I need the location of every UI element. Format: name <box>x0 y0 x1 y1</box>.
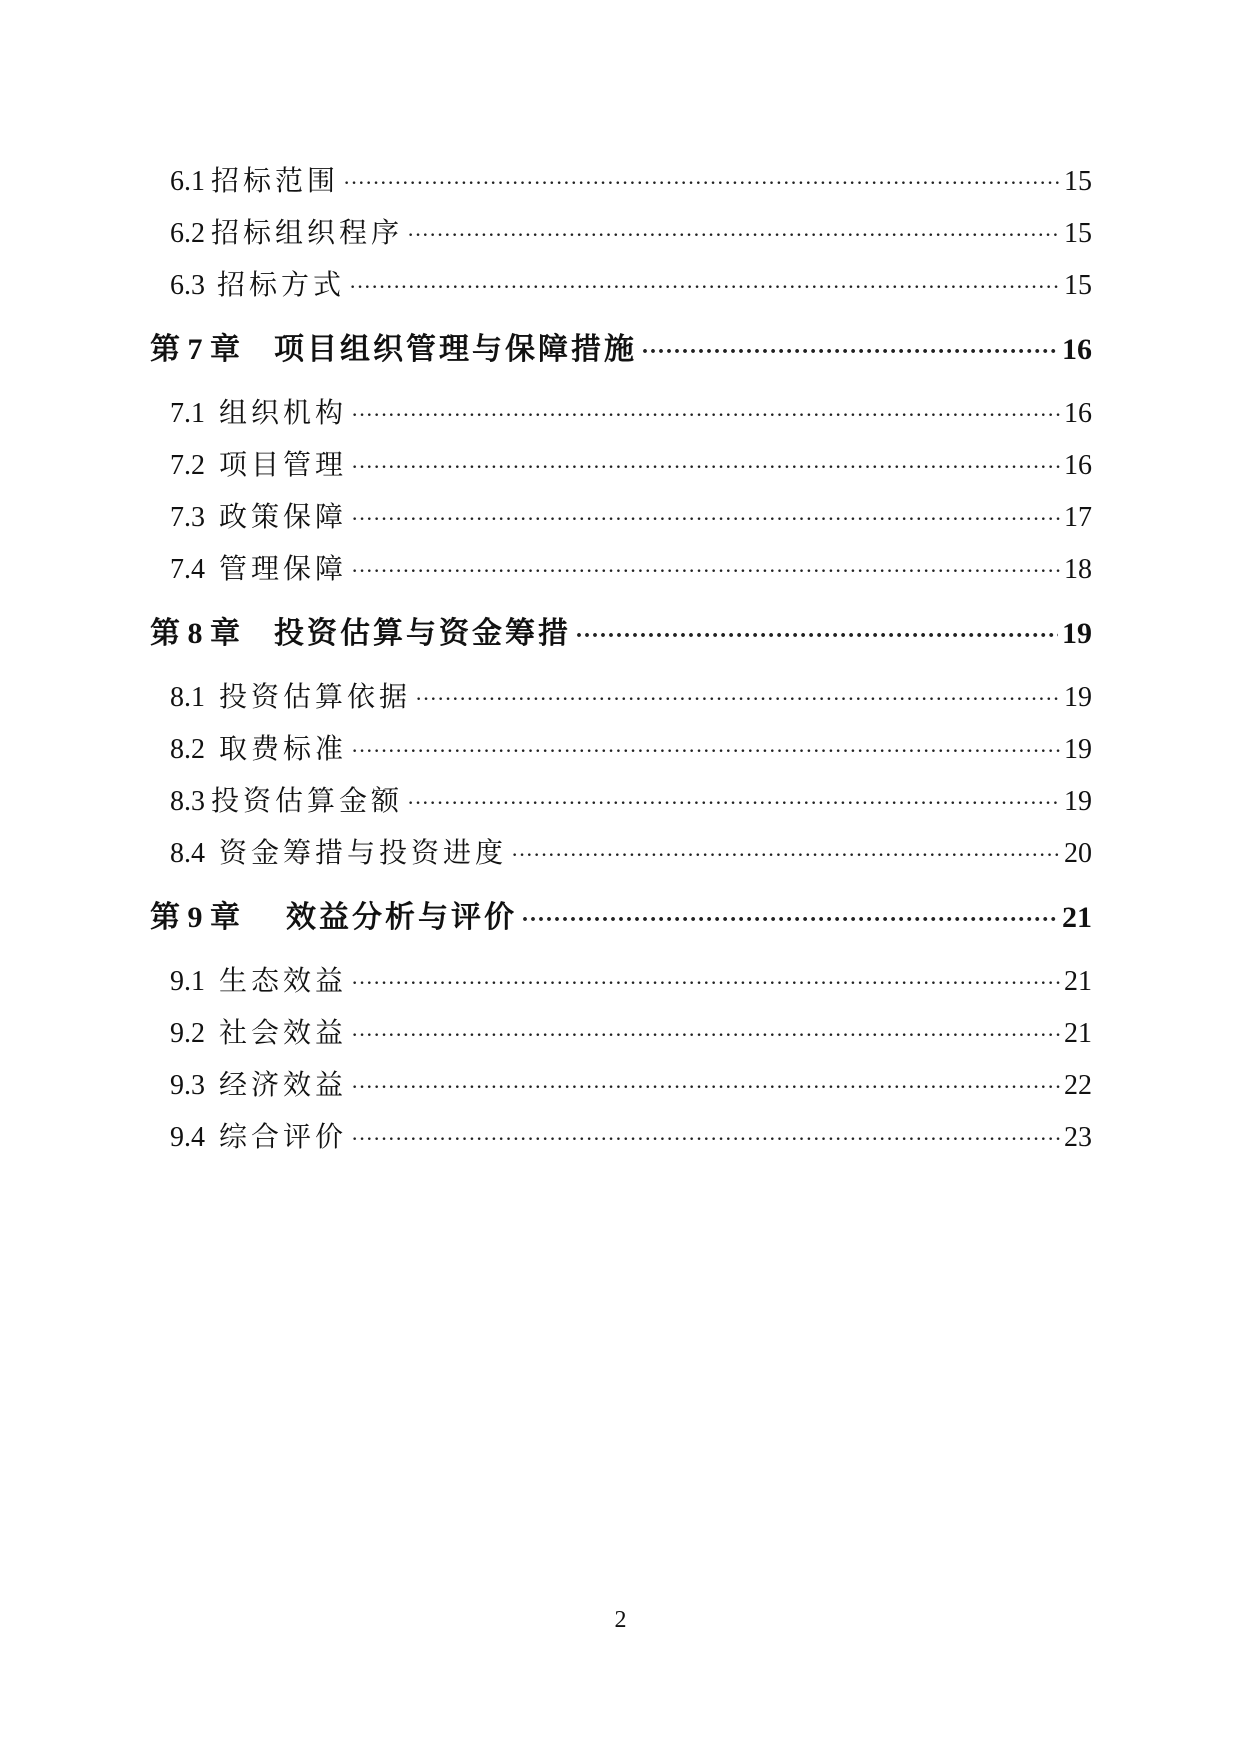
toc-entry-7-2[interactable] <box>170 446 1092 486</box>
toc-number: 8.2 <box>170 734 205 765</box>
toc-title: 招标范围 <box>211 166 340 197</box>
toc-page: 21 <box>1062 901 1092 934</box>
toc-number: 8.4 <box>170 838 205 869</box>
chapter-title: 效益分析与评价 <box>286 901 517 934</box>
toc-page: 17 <box>1064 502 1092 533</box>
toc-entry-6-1[interactable] <box>170 162 1092 202</box>
toc-leader <box>351 730 1060 771</box>
toc-leader <box>343 162 1060 203</box>
chapter-number: 第 9 章 <box>150 901 240 934</box>
toc-page: 21 <box>1064 1018 1092 1049</box>
toc-number: 8.1 <box>170 682 205 713</box>
toc-entry-7-3[interactable] <box>170 498 1092 538</box>
toc-title: 招标组织程序 <box>211 218 404 249</box>
toc-leader <box>351 394 1060 435</box>
toc-title: 生态效益 <box>219 966 348 997</box>
toc-chapter-7[interactable] <box>150 330 1092 370</box>
toc-entry-8-1[interactable] <box>170 678 1092 718</box>
toc-page: 16 <box>1062 333 1092 366</box>
toc-entry-9-4[interactable] <box>170 1118 1092 1158</box>
toc-leader <box>351 1066 1060 1107</box>
toc-title: 组织机构 <box>219 398 348 429</box>
toc-leader <box>351 498 1060 539</box>
toc-page: 19 <box>1064 734 1092 765</box>
toc-title: 综合评价 <box>219 1122 348 1153</box>
toc-number: 6.3 <box>170 270 205 301</box>
toc-entry-8-4[interactable] <box>170 834 1092 874</box>
toc-leader <box>349 266 1060 307</box>
toc-page: 15 <box>1064 270 1092 301</box>
toc-number: 9.1 <box>170 966 205 997</box>
chapter-number: 第 8 章 <box>150 617 240 650</box>
chapter-number: 第 7 章 <box>150 333 240 366</box>
toc-entry-6-3[interactable] <box>170 266 1092 306</box>
toc-entry-8-3[interactable] <box>170 782 1092 822</box>
toc-number: 8.3 <box>170 786 205 817</box>
toc-page: 16 <box>1064 450 1092 481</box>
toc-page: 18 <box>1064 554 1092 585</box>
toc-number: 9.4 <box>170 1122 205 1153</box>
toc-title: 投资估算金额 <box>211 786 404 817</box>
toc-page: 22 <box>1064 1070 1092 1101</box>
toc-leader <box>351 1014 1060 1055</box>
toc-chapter-9[interactable] <box>150 898 1092 938</box>
toc-title: 管理保障 <box>219 554 348 585</box>
toc-chapter-8[interactable] <box>150 614 1092 654</box>
toc-title: 政策保障 <box>219 502 348 533</box>
toc-title: 取费标准 <box>219 734 348 765</box>
toc-number: 6.2 <box>170 218 205 249</box>
toc-number: 7.3 <box>170 502 205 533</box>
toc-leader <box>351 1118 1060 1159</box>
toc-entry-9-1[interactable] <box>170 962 1092 1002</box>
toc-entry-6-2[interactable] <box>170 214 1092 254</box>
toc-leader <box>521 898 1058 940</box>
toc-leader <box>511 834 1060 875</box>
toc-page: 19 <box>1064 786 1092 817</box>
toc-title: 招标方式 <box>217 270 346 301</box>
toc-number: 9.3 <box>170 1070 205 1101</box>
toc-page: 20 <box>1064 838 1092 869</box>
toc-number: 6.1 <box>170 166 205 197</box>
toc-leader <box>641 330 1058 372</box>
page-number: 2 <box>614 1607 627 1633</box>
toc-number: 9.2 <box>170 1018 205 1049</box>
toc-title: 经济效益 <box>219 1070 348 1101</box>
chapter-title: 项目组织管理与保障措施 <box>274 333 637 366</box>
toc-entry-7-4[interactable] <box>170 550 1092 590</box>
chapter-title: 投资估算与资金筹措 <box>274 617 571 650</box>
toc-page: 15 <box>1064 218 1092 249</box>
toc-entry-9-3[interactable] <box>170 1066 1092 1106</box>
toc-entry-8-2[interactable] <box>170 730 1092 770</box>
toc-page: 19 <box>1062 617 1092 650</box>
toc-leader <box>407 782 1060 823</box>
toc-title: 投资估算依据 <box>219 682 412 713</box>
toc-title: 资金筹措与投资进度 <box>219 838 508 869</box>
toc-page: 19 <box>1064 682 1092 713</box>
toc-page: 15 <box>1064 166 1092 197</box>
toc-number: 7.4 <box>170 554 205 585</box>
toc-leader <box>415 678 1060 719</box>
toc-title: 项目管理 <box>219 450 348 481</box>
toc-number: 7.2 <box>170 450 205 481</box>
toc-entry-7-1[interactable] <box>170 394 1092 434</box>
toc-leader <box>575 614 1058 656</box>
toc-leader <box>407 214 1060 255</box>
toc-entry-9-2[interactable] <box>170 1014 1092 1054</box>
toc-page: 16 <box>1064 398 1092 429</box>
toc-number: 7.1 <box>170 398 205 429</box>
toc-leader <box>351 446 1060 487</box>
toc-leader <box>351 550 1060 591</box>
toc-title: 社会效益 <box>219 1018 348 1049</box>
toc-leader <box>351 962 1060 1003</box>
toc-page: 21 <box>1064 966 1092 997</box>
toc-page: 23 <box>1064 1122 1092 1153</box>
